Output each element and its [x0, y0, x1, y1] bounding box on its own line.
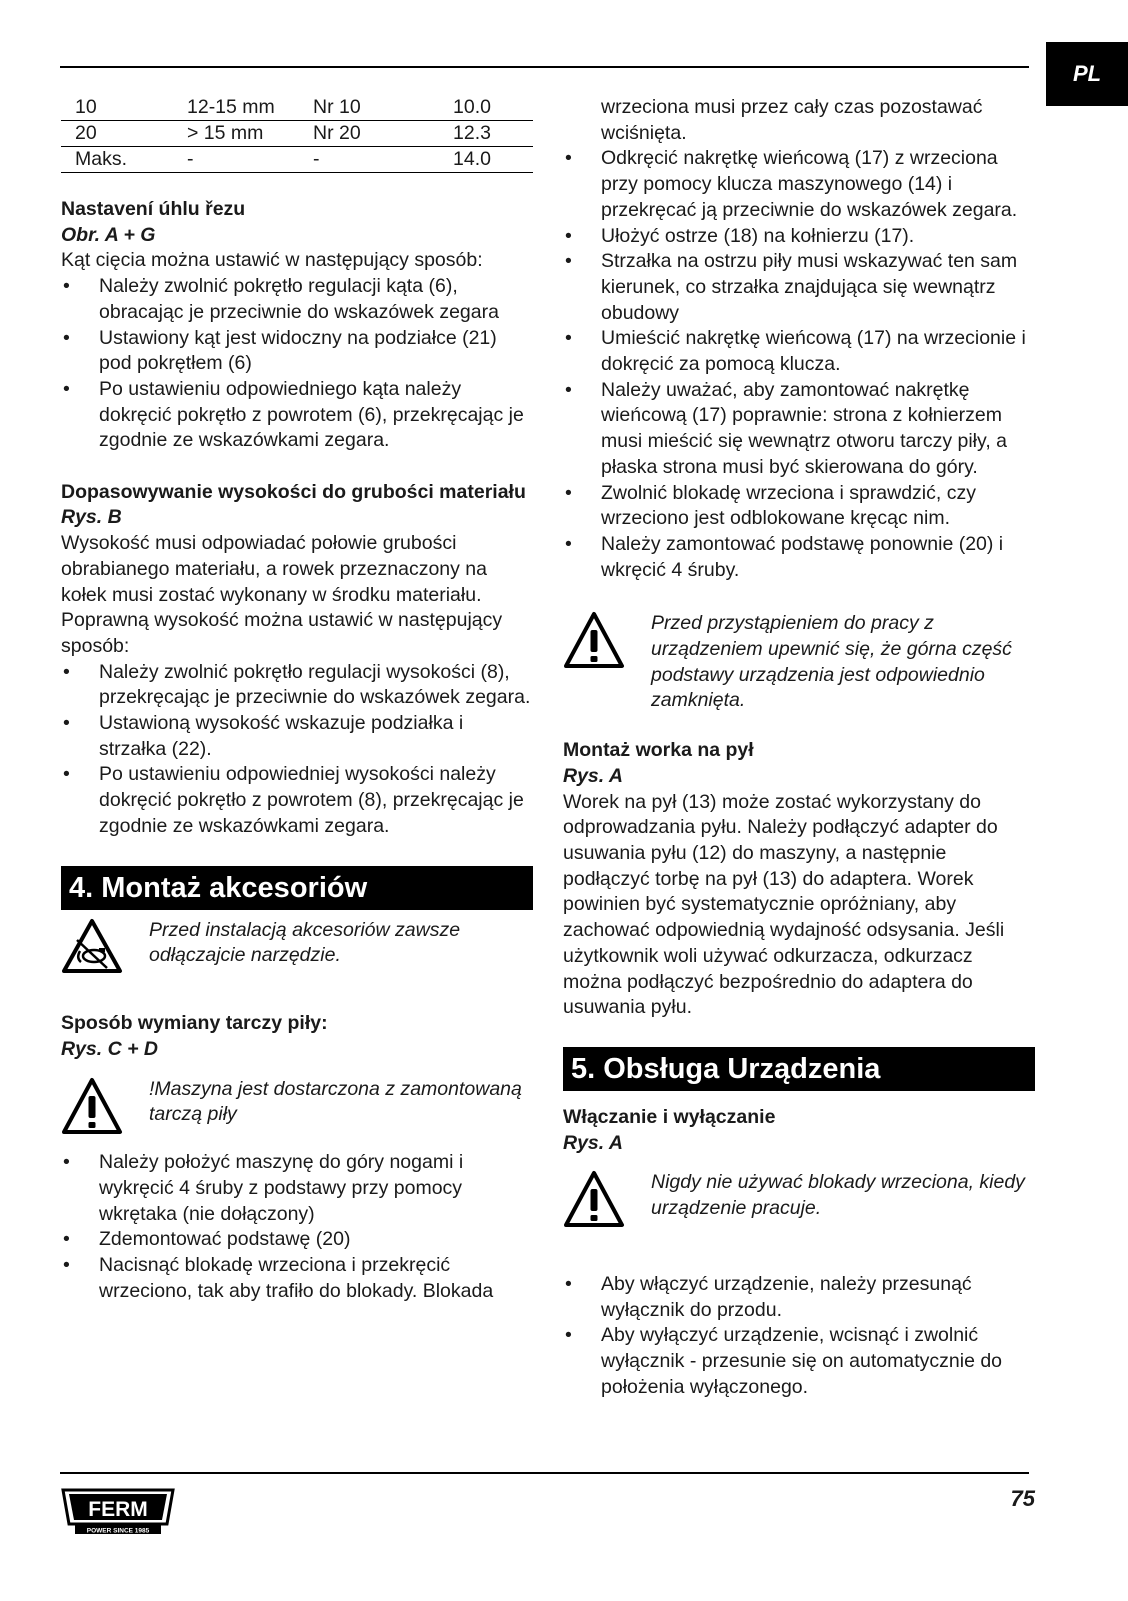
section-heading: Dopasowywanie wysokości do grubości materiału — [61, 480, 526, 503]
table-cell: 10 — [75, 96, 97, 118]
table-row — [61, 147, 533, 173]
section-heading: Włączanie i wyłączanie — [563, 1105, 776, 1128]
top-rule — [60, 66, 1029, 68]
notice-lock — [563, 1170, 1035, 1236]
language-tab: PL — [1046, 42, 1128, 106]
bullet-list — [563, 1272, 1035, 1401]
section-heading: Nastavení úhlu řezu — [61, 198, 246, 220]
figure-reference: Obr. A + G — [61, 223, 156, 246]
paragraph: Worek na pył (13) może zostać wykorzystany do odprowadzania pyłu. Należy podłączyć adapter do usuwania pyłu (12) do maszyny, a następnie podłączyć torbę na pył (13) do adaptera. Worek powinien być systematycznie opróżniany, aby zachować odpowiednią wydajność odsysania. Jeśli użytkownik woli używać odkurzacza, odkurzacz można podłączyć bezpośrednio do adaptera do usuwania pyłu. — [563, 790, 1005, 1019]
notice-unplug — [61, 918, 533, 982]
table-cell: Nr 10 — [313, 96, 361, 118]
section-title-bar: 5. Obsługa Urządzenia — [563, 1047, 1035, 1091]
list-item: • Nacisnąć blokadę wrzeciona i przekręcić wrzeciono, tak aby trafiło do blokady. Blokada — [61, 1253, 533, 1304]
table-cell: 12.3 — [453, 122, 491, 144]
table-cell: Nr 20 — [313, 122, 361, 144]
right-column — [563, 95, 1035, 1401]
logo-tagline: POWER SINCE 1985 — [86, 1527, 150, 1535]
list-item-continuation: wrzeciona musi przez cały czas pozostawać wciśnięta. — [601, 96, 983, 144]
table-cell: 20 — [75, 122, 97, 144]
list-item: • Umieścić nakrętkę wieńcową (17) na wrzecionie i dokręcić za pomocą klucza. — [563, 326, 1035, 377]
section-title-bar: 4. Montaż akcesoriów — [61, 866, 533, 910]
table-cell: > 15 mm — [187, 122, 264, 144]
list-item: • Po ustawieniu odpowiedniego kąta należy dokręcić pokrętło z powrotem (6), przekręcając je zgodnie ze wskazówkami zegara. — [61, 377, 533, 454]
list-item: • Należy zamontować podstawę ponownie (20) i wkręcić 4 śruby. — [563, 532, 1035, 583]
section-heading: Montaż worka na pył — [563, 739, 754, 762]
list-item: • Ustawiony kąt jest widoczny na podziałce (21) pod pokrętłem (6) — [61, 326, 533, 377]
paragraph: Kąt cięcia można ustawić w następujący sposób: — [61, 249, 483, 272]
notice-blade — [61, 1077, 533, 1143]
list-item: • Strzałka na ostrzu piły musi wskazywać ten sam kierunek, co strzałka znajdująca się wewnątrz obudowy — [563, 249, 1035, 326]
list-item: • Należy uważać, aby zamontować nakrętkę wieńcową (17) poprawnie: strona z kołnierzem musi mieścić się wewnątrz otworu tarczy piły, a płaska strona musi być skierowana do góry. — [563, 378, 1035, 481]
ferm-logo — [61, 1488, 175, 1541]
table-row — [61, 121, 533, 147]
table-cell: 14.0 — [453, 148, 491, 170]
notice-base — [563, 611, 1035, 714]
warning-icon — [563, 1170, 651, 1236]
list-item: • Należy położyć maszynę do góry nogami i wykręcić 4 śruby z podstawy przy pomocy wkrętaka (nie dołączony) — [61, 1150, 533, 1227]
spec-table — [61, 95, 533, 173]
bullet-list — [61, 274, 533, 454]
list-item: • Odkręcić nakrętkę wieńcową (17) z wrzeciona przy pomocy klucza maszynowego (14) i przekręcać ją przeciwnie do wskazówek zegara. — [563, 146, 1035, 223]
figure-reference: Rys. B — [61, 506, 122, 529]
section-heading: Sposób wymiany tarczy piły: — [61, 1012, 328, 1035]
table-cell: Maks. — [75, 148, 128, 170]
list-item: • Zdemontować podstawę (20) — [61, 1227, 533, 1253]
figure-reference: Rys. A — [563, 764, 623, 787]
table-cell: - — [313, 148, 320, 170]
list-item: • Po ustawieniu odpowiedniej wysokości należy dokręcić pokrętło z powrotem (8), przekręcając je zgodnie ze wskazówkami zegara. — [61, 762, 533, 839]
bottom-rule — [60, 1472, 1029, 1474]
bullet-list — [61, 1150, 533, 1304]
warning-icon — [563, 611, 651, 677]
list-item: • Aby włączyć urządzenie, należy przesunąć wyłącznik do przodu. — [563, 1272, 1035, 1323]
table-cell: 12-15 mm — [187, 96, 275, 118]
unplug-warning-icon — [61, 918, 149, 982]
page-number: 75 — [1010, 1486, 1035, 1511]
paragraph: Wysokość musi odpowiadać połowie grubości obrabianego materiału, a rowek przeznaczony na kołek musi zostać wykonany w środku materiału. Poprawną wysokość można ustawić w następujący sposób: — [61, 532, 503, 657]
list-item: • Ułożyć ostrze (18) na kołnierzu (17). — [563, 224, 1035, 250]
list-item: • Należy zwolnić pokrętło regulacji kąta (6), obracając je przeciwnie do wskazówek zegara — [61, 274, 533, 325]
table-row — [61, 95, 533, 121]
notice-text: Przed przystąpieniem do pracy z urządzeniem upewnić się, że górna część podstawy urządzenia jest odpowiednio zamknięta. — [651, 612, 1012, 712]
bullet-list — [563, 146, 1035, 583]
warning-icon — [61, 1077, 149, 1143]
notice-text: Nigdy nie używać blokady wrzeciona, kiedy urządzenie pracuje. — [651, 1171, 1025, 1220]
left-column — [61, 95, 533, 1305]
list-item: • Należy zwolnić pokrętło regulacji wysokości (8), przekręcając je przeciwnie do wskazówek zegara. — [61, 660, 533, 711]
notice-text: Przed instalacją akcesoriów zawsze odłączajcie narzędzie. — [149, 918, 461, 967]
table-cell: 10.0 — [453, 96, 491, 118]
list-item: • Aby wyłączyć urządzenie, wcisnąć i zwolnić wyłącznik - przesunie się on automatycznie do położenia wyłączonego. — [563, 1323, 1035, 1400]
table-cell: - — [187, 148, 194, 170]
list-item: • Ustawioną wysokość wskazuje podziałka i strzałka (22). — [61, 711, 533, 762]
bullet-list — [563, 95, 1035, 146]
bullet-list — [61, 660, 533, 840]
list-item: • Zwolnić blokadę wrzeciona i sprawdzić, czy wrzeciono jest odblokowane kręcąc nim. — [563, 481, 1035, 532]
figure-reference: Rys. C + D — [61, 1037, 158, 1060]
figure-reference: Rys. A — [563, 1131, 623, 1154]
logo-text: FERM — [88, 1498, 148, 1521]
notice-text: !Maszyna jest dostarczona z zamontowaną tarczą piły — [149, 1077, 522, 1126]
